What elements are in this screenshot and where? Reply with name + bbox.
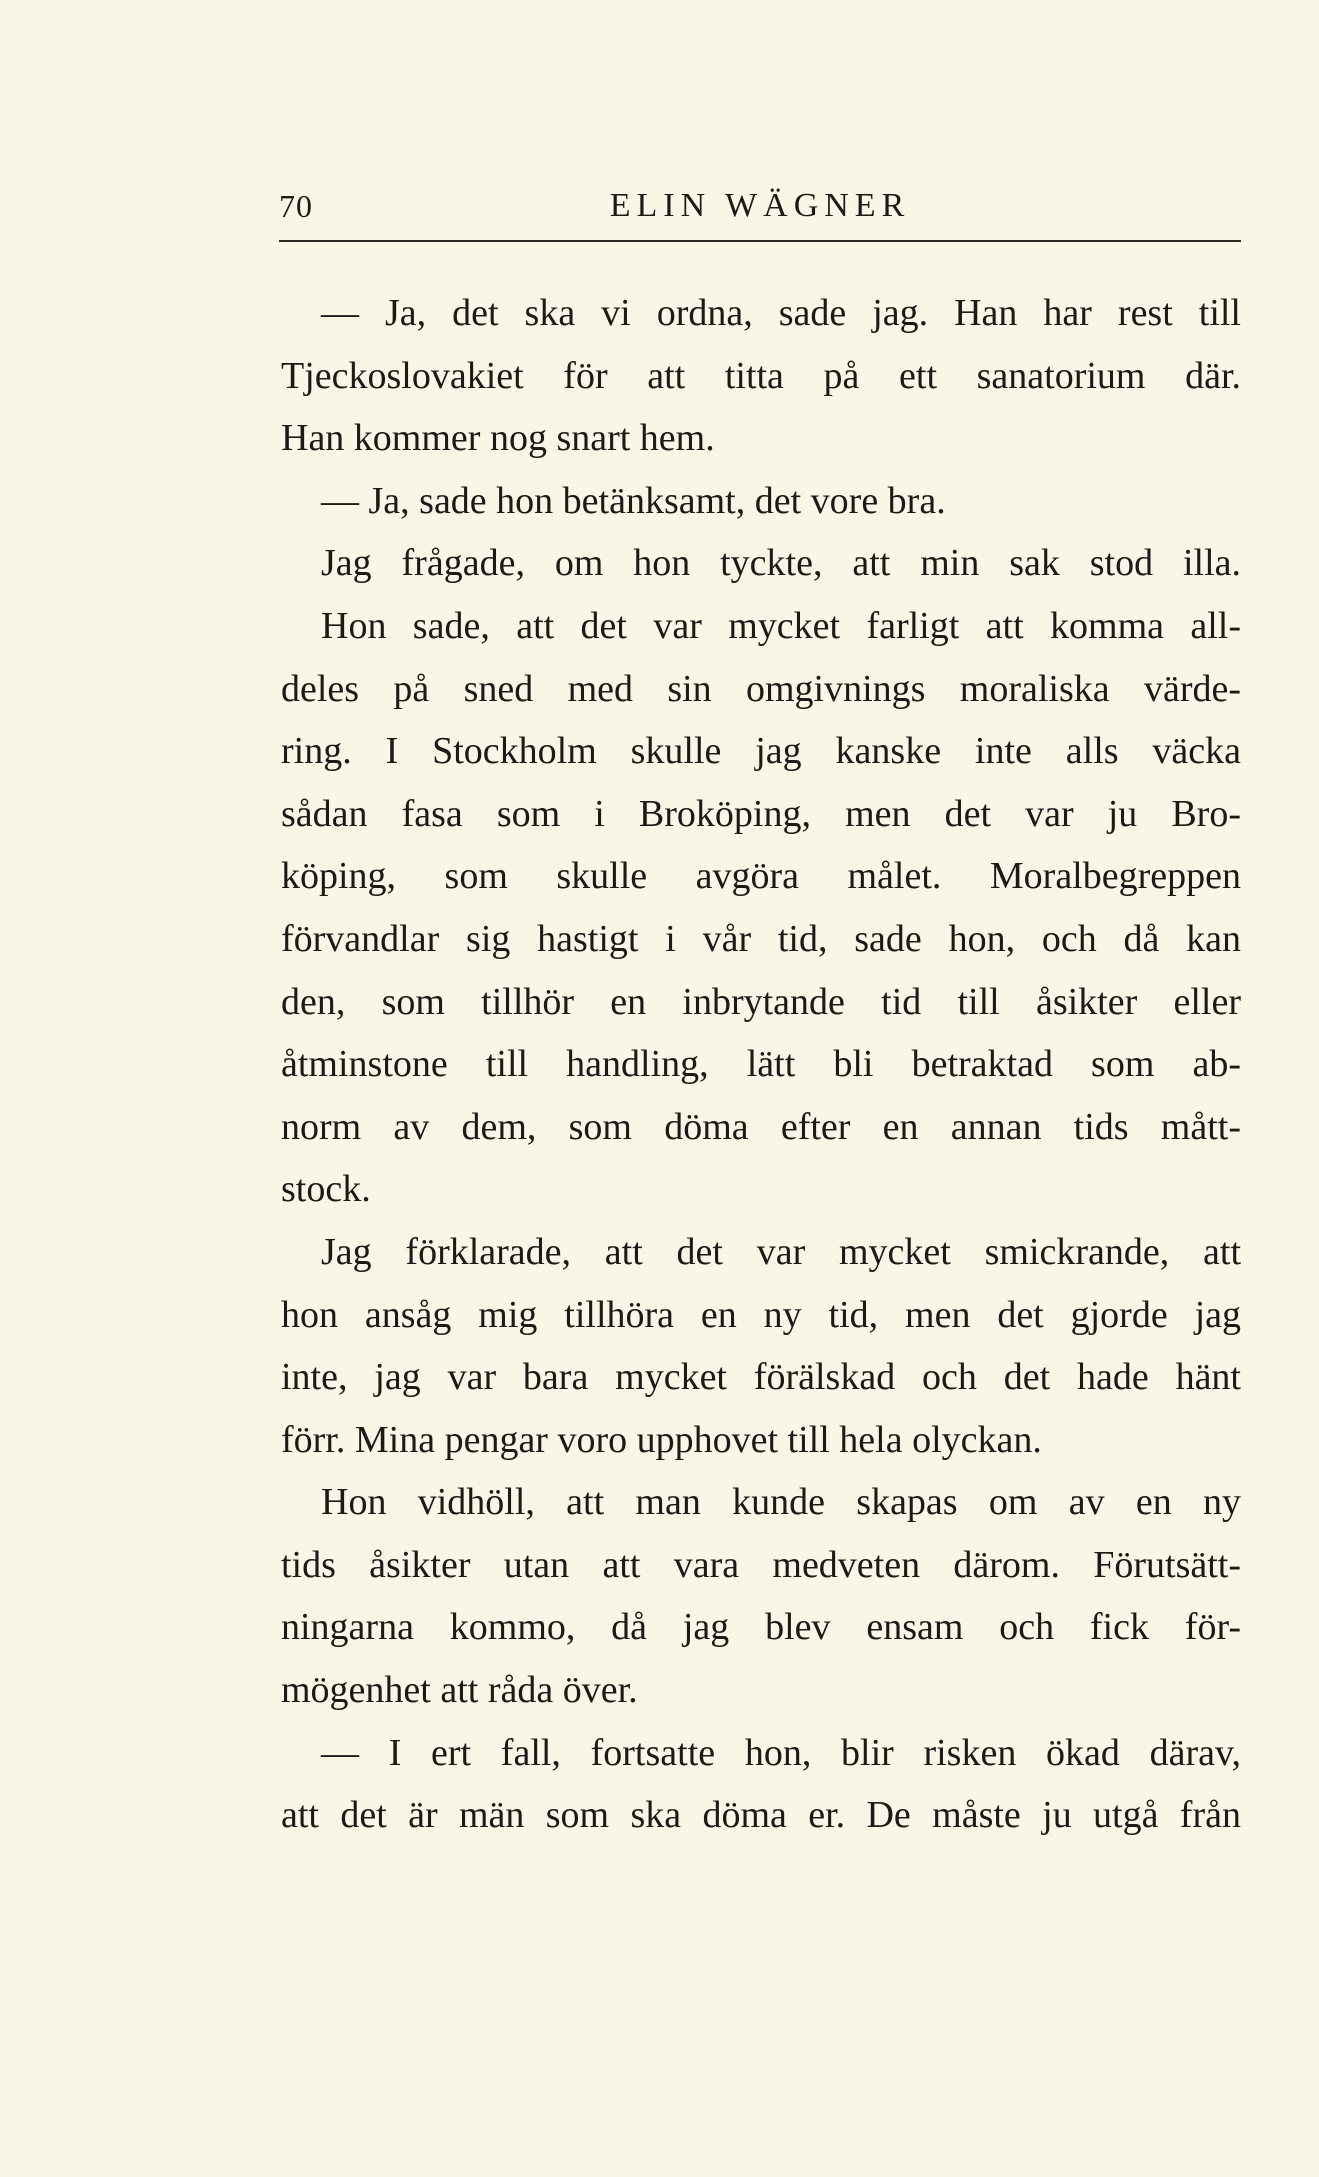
- text-line: — I ert fall, fortsatte hon, blir risken ökad därav,: [321, 1731, 1241, 1774]
- text-line: norm av dem, som döma efter en annan tids mått-: [281, 1105, 1241, 1148]
- text-line: åtminstone till handling, lätt bli betraktad som ab-: [281, 1043, 1241, 1086]
- running-head: ELIN WÄGNER: [609, 187, 911, 224]
- text-line: mögenhet att råda över.: [281, 1669, 638, 1712]
- text-line: Tjeckoslovakiet för att titta på ett sanatorium där.: [281, 354, 1241, 397]
- text-line: stock.: [281, 1168, 371, 1211]
- header-rule: [279, 240, 1241, 242]
- body-text: [281, 282, 1241, 1847]
- text-line: Han kommer nog snart hem.: [281, 417, 715, 460]
- text-line: deles på sned med sin omgivnings moraliska värde-: [281, 667, 1241, 710]
- text-line: — Ja, sade hon betänksamt, det vore bra.: [321, 479, 946, 522]
- text-line: Jag förklarade, att det var mycket smickrande, att: [321, 1230, 1241, 1273]
- text-line: ningarna kommo, då jag blev ensam och fick för-: [281, 1606, 1241, 1649]
- text-line: — Ja, det ska vi ordna, sade jag. Han har rest till: [321, 292, 1241, 334]
- text-line: ring. I Stockholm skulle jag kanske inte alls väcka: [281, 730, 1241, 773]
- text-line: förvandlar sig hastigt i vår tid, sade hon, och då kan: [281, 917, 1241, 960]
- text-line: inte, jag var bara mycket förälskad och det hade hänt: [281, 1356, 1241, 1399]
- text-line: att det är män som ska döma er. De måste ju utgå från: [281, 1794, 1241, 1837]
- text-line: tids åsikter utan att vara medveten därom. Förutsätt-: [281, 1543, 1241, 1586]
- text-line: köping, som skulle avgöra målet. Moralbegreppen: [281, 855, 1241, 898]
- text-line: den, som tillhör en inbrytande tid till åsikter eller: [281, 980, 1241, 1023]
- page-header: [279, 180, 1241, 232]
- text-line: Jag frågade, om hon tyckte, att min sak stod illa.: [321, 542, 1241, 585]
- text-line: Hon sade, att det var mycket farligt att komma all-: [321, 604, 1241, 647]
- text-line: Hon vidhöll, att man kunde skapas om av en ny: [321, 1481, 1241, 1524]
- text-line: hon ansåg mig tillhöra en ny tid, men det gjorde jag: [281, 1293, 1241, 1336]
- page-number: 70: [279, 188, 313, 224]
- text-line: sådan fasa som i Broköping, men det var ju Bro-: [281, 792, 1241, 835]
- text-line: förr. Mina pengar voro upphovet till hela olyckan.: [281, 1418, 1042, 1461]
